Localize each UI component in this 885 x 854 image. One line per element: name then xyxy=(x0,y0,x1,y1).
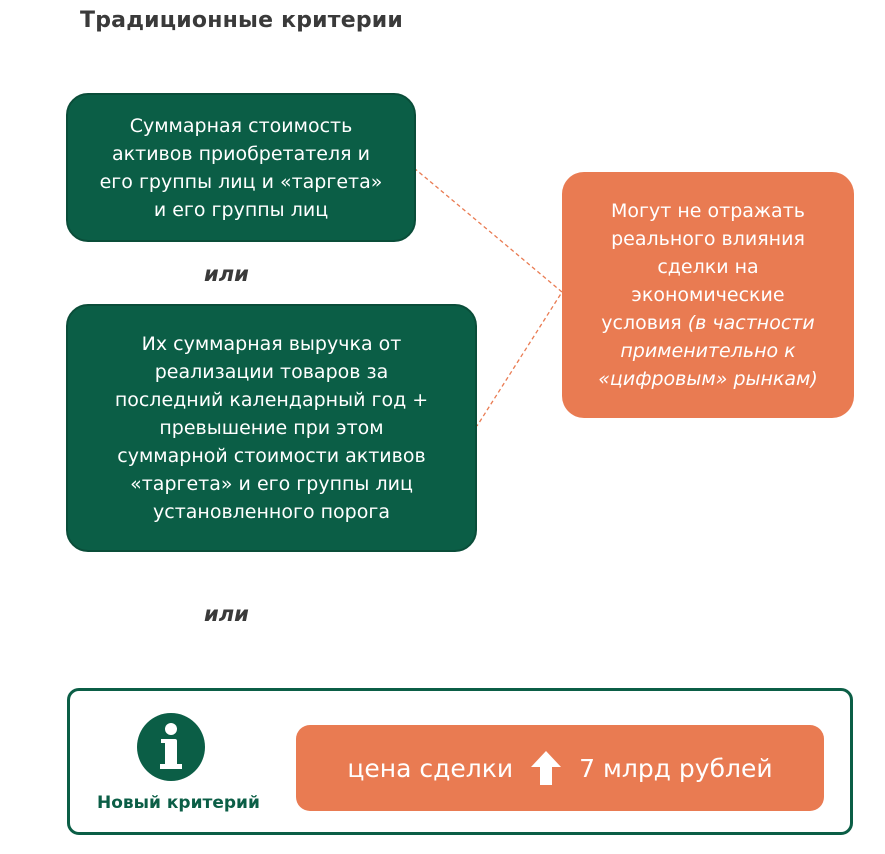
limitation-note-box xyxy=(562,172,854,418)
limitation-note-italic: «цифровым» рынкам) xyxy=(598,368,818,390)
criterion-revenue-line: реализации товаров за xyxy=(154,361,389,383)
limitation-note-line xyxy=(598,309,818,337)
limitation-note-line xyxy=(598,365,818,393)
limitation-note-plain: условия xyxy=(601,312,688,334)
limitation-note-line: сделки на xyxy=(657,256,759,278)
criterion-revenue-line: установленного порога xyxy=(153,501,390,523)
or-label-2: или xyxy=(204,602,249,626)
limitation-note-italic: применительно к xyxy=(620,340,796,362)
criterion-assets-line: Суммарная стоимость xyxy=(129,114,353,137)
criterion-assets-line: и его группы лиц xyxy=(153,198,329,221)
criterion-revenue-line: Их суммарная выручка от xyxy=(141,333,402,355)
criterion-revenue-line: последний календарный год + xyxy=(114,389,429,411)
limitation-note-line: реального влияния xyxy=(611,228,805,250)
criterion-revenue-line: превышение при этом xyxy=(159,417,384,439)
deal-amount-label: 7 млрд рублей xyxy=(579,753,773,783)
limitation-note-line xyxy=(598,337,818,365)
limitation-note-line: Могут не отражать xyxy=(611,200,805,222)
or-label-1: или xyxy=(204,262,249,286)
page-title: Традиционные критерии xyxy=(80,8,404,33)
new-criterion-label: Новый критерий xyxy=(97,793,260,813)
criterion-revenue-box xyxy=(66,304,477,552)
criterion-assets-line: его группы лиц и «таргета» xyxy=(99,170,383,193)
deal-price-label: цена сделки xyxy=(347,753,514,783)
arrow-up-icon xyxy=(531,751,561,785)
criterion-revenue-text xyxy=(115,330,428,526)
criterion-revenue-line: суммарной стоимости активов xyxy=(117,445,426,467)
info-icon xyxy=(136,712,206,782)
deal-price-box xyxy=(296,725,824,811)
limitation-note-italic: (в частности xyxy=(687,312,815,334)
criterion-revenue-line: «таргета» и его группы лиц xyxy=(130,473,413,495)
criterion-assets-box xyxy=(66,93,416,242)
criterion-assets-text xyxy=(100,112,383,224)
limitation-note-text xyxy=(598,197,818,393)
criterion-assets-line: активов приобретателя и xyxy=(112,142,370,165)
limitation-note-line: экономические xyxy=(631,284,785,306)
